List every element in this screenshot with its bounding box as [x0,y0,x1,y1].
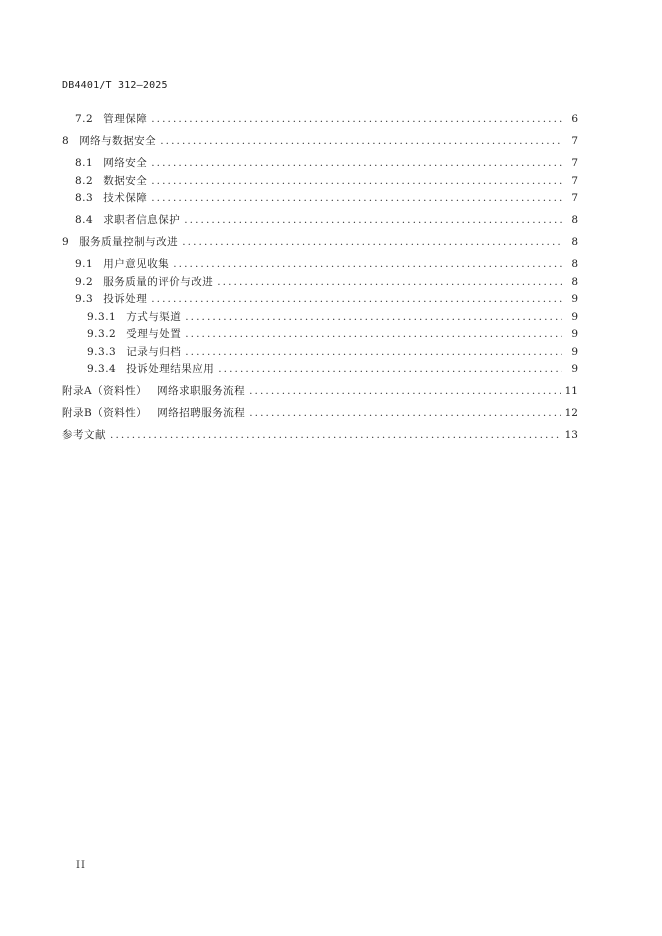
toc-leader [110,428,561,442]
toc-page: 9 [571,328,578,340]
toc-entry-9[interactable] [62,227,578,249]
toc-title: 求职者信息保护 [103,214,181,226]
toc-number: 9.3.1 [87,310,117,323]
toc-page: 7 [571,135,578,147]
toc-title: 受理与处置 [126,328,182,340]
toc-number: 8.2 [75,174,94,187]
toc-page: 6 [571,113,578,125]
toc-leader [160,134,562,148]
toc-title: 网络求职服务流程 [157,385,246,397]
toc-number: 8.1 [75,157,94,169]
toc-leader [151,174,562,188]
toc-entry-8-2[interactable] [62,170,578,188]
toc-entry-9-1[interactable] [62,249,578,271]
toc-title: 服务质量的评价与改进 [103,275,214,288]
toc-title: 管理保障 [103,113,148,125]
toc-entry-9-3-3[interactable] [62,341,578,359]
toc-leader [185,345,562,359]
toc-page: 8 [571,236,578,248]
toc-entry-appendix-b[interactable] [62,398,578,420]
toc-entry-8-4[interactable] [62,205,578,227]
toc-page: 9 [571,363,578,375]
toc-leader [151,292,562,306]
toc-entry-9-3-4[interactable] [62,359,578,377]
toc-leader [249,406,560,420]
toc-title: 网络安全 [103,157,148,169]
toc-entry-9-3-1[interactable] [62,306,578,324]
toc-number: 9.3.4 [87,363,117,375]
toc-title: 记录与归档 [126,345,182,358]
toc-leader [151,112,562,126]
toc-leader [151,191,562,205]
table-of-contents [62,104,578,442]
toc-entry-8-1[interactable] [62,148,578,170]
toc-title: 技术保障 [103,192,148,204]
toc-leader [184,213,562,227]
toc-number: 9 [62,236,70,248]
toc-leader [249,384,561,398]
toc-entry-9-3-2[interactable] [62,324,578,342]
toc-number: 9.3.2 [87,328,117,340]
toc-entry-8-3[interactable] [62,188,578,206]
toc-title: 网络与数据安全 [79,135,157,147]
toc-leader [217,275,562,289]
toc-title: 网络招聘服务流程 [157,407,246,419]
toc-page: 11 [564,385,578,397]
toc-number: 8.3 [75,192,94,204]
toc-page: 8 [571,214,578,226]
toc-title: 服务质量控制与改进 [79,236,179,248]
toc-leader [185,327,562,341]
toc-leader [173,257,562,271]
toc-number: 9.2 [75,275,94,288]
toc-title: 投诉处理结果应用 [126,363,215,375]
toc-page: 9 [571,293,578,305]
toc-page: 7 [571,192,578,204]
page-number: II [76,860,86,871]
toc-leader [151,156,562,170]
toc-title: 用户意见收集 [103,258,170,270]
toc-leader [218,362,562,376]
toc-title: 参考文献 [62,429,106,441]
toc-page: 8 [571,258,578,270]
toc-page: 8 [571,275,578,288]
toc-number: 8.4 [75,214,94,226]
toc-entry-appendix-a[interactable] [62,376,578,398]
toc-page: 7 [571,174,578,187]
toc-title: 数据安全 [103,174,148,187]
toc-page: 13 [564,429,578,441]
toc-page: 9 [571,310,578,323]
toc-page: 9 [571,345,578,358]
toc-number: 8 [62,135,70,147]
toc-entry-8[interactable] [62,126,578,148]
toc-number: 9.1 [75,258,94,270]
toc-title: 方式与渠道 [126,310,182,323]
toc-entry-references[interactable] [62,420,578,442]
toc-page: 12 [564,407,578,419]
toc-number: 附录B（资料性） [62,407,148,419]
toc-number: 9.3 [75,293,94,305]
toc-number: 附录A（资料性） [62,385,148,397]
document-code: DB4401/T 312—2025 [62,80,168,91]
toc-page: 7 [571,157,578,169]
toc-title: 投诉处理 [103,293,148,305]
toc-entry-9-3[interactable] [62,289,578,307]
toc-number: 9.3.3 [87,345,117,358]
toc-leader [182,235,562,249]
toc-number: 7.2 [75,113,94,125]
toc-entry-7-2[interactable] [62,104,578,126]
toc-entry-9-2[interactable] [62,271,578,289]
toc-leader [185,310,562,324]
